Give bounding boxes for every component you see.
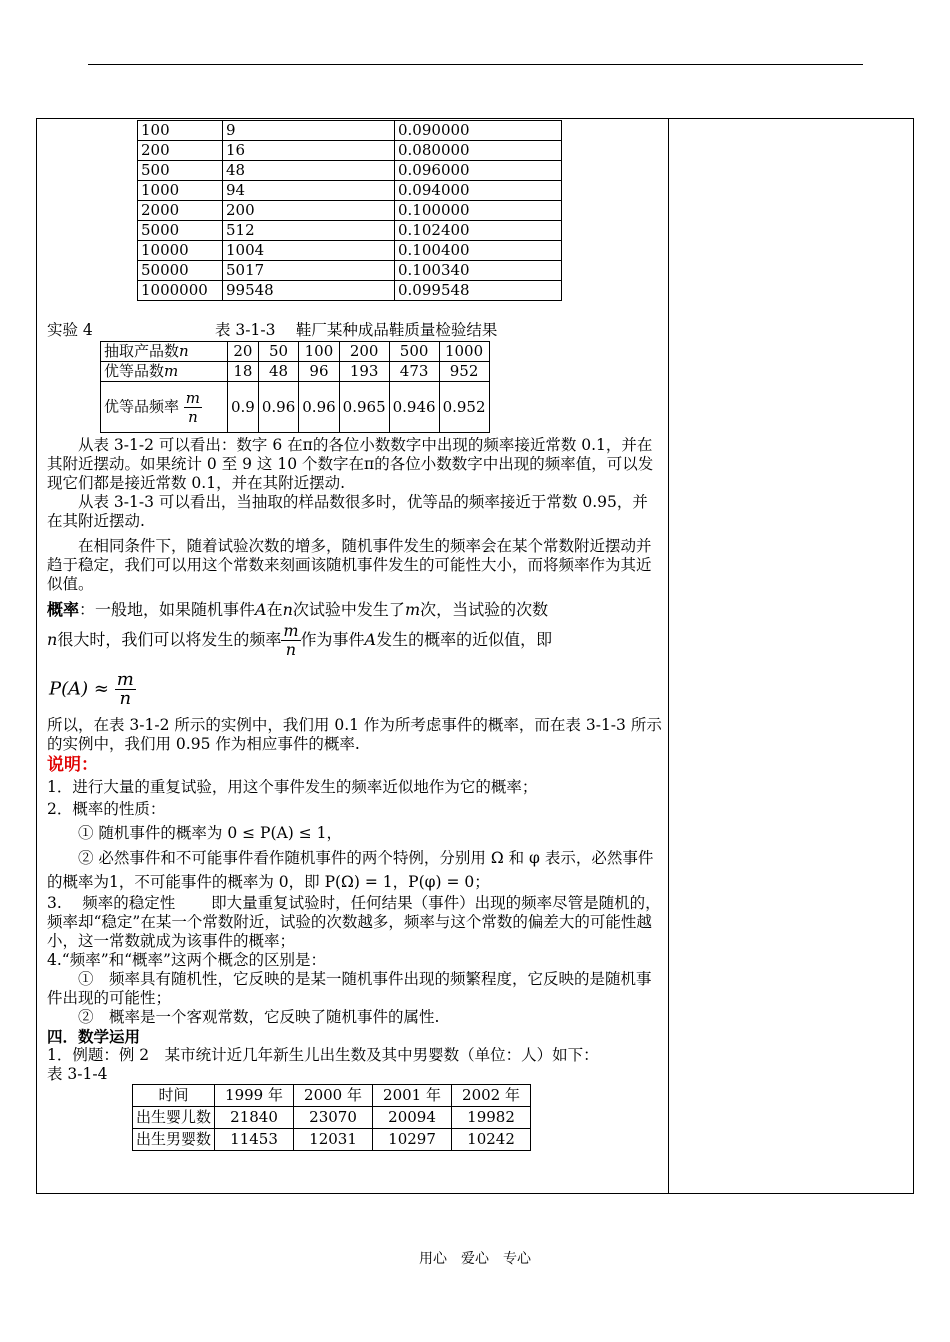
table-row xyxy=(138,261,562,281)
table-cell: 20094 xyxy=(373,1107,452,1129)
table-row xyxy=(138,181,562,201)
trials-symbol: n xyxy=(47,630,58,649)
note-item-4a: ① 频率具有随机性，它反映的是某一随机事件出现的频繁程度，它反映的是随机事件出现的可能性； xyxy=(47,970,652,1007)
note-item-4b: ② 概率是一个客观常数，它反映了随机事件的属性. xyxy=(78,1008,440,1026)
table-cell: 出生男婴数 xyxy=(133,1129,215,1151)
table-row xyxy=(138,221,562,241)
fraction-m-over-n: $\frac{m}{n}$ xyxy=(283,621,299,659)
table-cell: 512 xyxy=(223,221,395,241)
table-cell: 99548 xyxy=(223,281,395,301)
experiment-4-line xyxy=(47,321,662,341)
table-cell: 0.094000 xyxy=(395,181,562,201)
table-cell: 94 xyxy=(223,181,395,201)
table-cell: 10000 xyxy=(138,241,223,261)
formula-lhs: P(A) ≈ xyxy=(49,678,109,700)
definition-text: ：一般地，如果随机事件 xyxy=(79,600,256,619)
table-header-cell: 2001 年 xyxy=(373,1085,452,1107)
experiment-4-label: 实验 4 xyxy=(47,321,93,339)
event-symbol: A xyxy=(364,630,377,649)
table-cell: 5017 xyxy=(223,261,395,281)
table-cell: 10242 xyxy=(452,1129,531,1151)
table-cell: 0.102400 xyxy=(395,221,562,241)
trials-symbol: n xyxy=(282,600,293,619)
frame-column-divider xyxy=(668,118,669,1194)
row-label-good-frequency: 优等品频率 $\frac{m}{n}$ xyxy=(101,382,228,433)
table-cell: 0.099548 xyxy=(395,281,562,301)
table-cell: 0.090000 xyxy=(395,121,562,141)
table-3-1-2 xyxy=(137,120,562,301)
paragraph-frequency-stability: 在相同条件下，随着试验次数的增多，随机事件发生的频率会在某个常数附近摆动并趋于稳定，我们可以用这个常数来刻画该随机事件发生的可能性大小，而将频率作为其近似值。 xyxy=(47,537,652,593)
count-symbol: m xyxy=(404,600,421,619)
probability-formula xyxy=(49,671,662,708)
table-cell: 23070 xyxy=(294,1107,373,1129)
table-cell: 0.946 xyxy=(389,382,439,433)
table-cell: 21840 xyxy=(215,1107,294,1129)
table-cell: 200 xyxy=(138,141,223,161)
table-cell: 0.100000 xyxy=(395,201,562,221)
example-2-line: 1．例题：例 2 某市统计近几年新生儿出生数及其中男婴数（单位：人）如下： xyxy=(47,1046,599,1064)
table-cell: 16 xyxy=(223,141,395,161)
table-row xyxy=(138,241,562,261)
table-cell: 0.965 xyxy=(339,382,389,433)
table-header-cell: 1999 年 xyxy=(215,1085,294,1107)
note-heading: 说明： xyxy=(47,755,98,775)
table-row xyxy=(138,161,562,181)
table-cell: 0.080000 xyxy=(395,141,562,161)
table-cell: 9 xyxy=(223,121,395,141)
table-3-1-4 xyxy=(132,1084,531,1151)
table-cell: 1000000 xyxy=(138,281,223,301)
table-header-cell: 时间 xyxy=(133,1085,215,1107)
table-cell: 193 xyxy=(339,362,389,382)
table-3-1-3-caption: 表 3-1-3 鞋厂某种成品鞋质量检验结果 xyxy=(215,321,498,339)
table-cell: 0.952 xyxy=(439,382,489,433)
table-3-1-4-label: 表 3-1-4 xyxy=(47,1065,108,1083)
definition-text: 次，当试验的次数 xyxy=(420,600,549,619)
table-cell: 473 xyxy=(389,362,439,382)
table-header-row xyxy=(133,1085,531,1107)
page-footer: 用心 爱心 专心 xyxy=(419,1251,531,1267)
probability-term: 概率 xyxy=(47,600,80,619)
table-cell: 0.96 xyxy=(299,382,339,433)
table-row xyxy=(101,362,490,382)
table-cell: 0.100340 xyxy=(395,261,562,281)
table-cell: 48 xyxy=(223,161,395,181)
table-cell: 2000 xyxy=(138,201,223,221)
table-row xyxy=(133,1107,531,1129)
row-label-sample-count: 抽取产品数n xyxy=(101,342,228,362)
table-cell: 0.96 xyxy=(258,382,298,433)
note-item-2a: ① 随机事件的概率为 0 ≤ P(A) ≤ 1， xyxy=(78,824,342,842)
table-cell: 10297 xyxy=(373,1129,452,1151)
table-cell: 48 xyxy=(258,362,298,382)
definition-text: 次试验中发生了 xyxy=(292,600,405,619)
table-cell: 11453 xyxy=(215,1129,294,1151)
table-cell: 1004 xyxy=(223,241,395,261)
note-item-3: 3. 频率的稳定性 即大量重复试验时，任何结果（事件）出现的频率尽管是随机的，频率却“稳定”在某一个常数附近，试验的次数越多，频率与这个常数的偏差大的可能性越小，这一常数就成为该事件的概率； xyxy=(47,894,661,950)
table-3-1-3 xyxy=(100,341,490,433)
table-cell: 出生婴儿数 xyxy=(133,1107,215,1129)
table-cell: 5000 xyxy=(138,221,223,241)
table-cell: 20 xyxy=(228,342,259,362)
table-cell: 100 xyxy=(138,121,223,141)
table-row xyxy=(101,382,490,433)
table-cell: 0.9 xyxy=(228,382,259,433)
table-cell: 96 xyxy=(299,362,339,382)
table-cell: 0.096000 xyxy=(395,161,562,181)
event-symbol: A xyxy=(255,600,267,619)
table-row xyxy=(138,121,562,141)
note-item-2: 2．概率的性质： xyxy=(47,800,166,818)
section-4-heading: 四．数学运用 xyxy=(47,1027,141,1046)
table-row xyxy=(138,281,562,301)
table-cell: 50000 xyxy=(138,261,223,281)
definition-text: 很大时，我们可以将发生的频率 xyxy=(57,630,282,649)
table-cell: 952 xyxy=(439,362,489,382)
probability-definition xyxy=(47,598,662,659)
paragraph-conclusion: 所以，在表 3-1-2 所示的实例中，我们用 0.1 作为所考虑事件的概率，而在表 3-1-3 所示的实例中，我们用 0.95 作为相应事件的概率. xyxy=(47,716,662,753)
table-cell: 12031 xyxy=(294,1129,373,1151)
table-header-cell: 2002 年 xyxy=(452,1085,531,1107)
note-item-4: 4.“频率”和“概率”这两个概念的区别是： xyxy=(47,951,326,969)
table-row xyxy=(133,1129,531,1151)
table-cell: 19982 xyxy=(452,1107,531,1129)
row-label-good-count: 优等品数m xyxy=(101,362,228,382)
table-cell: 1000 xyxy=(138,181,223,201)
header-rule xyxy=(88,64,863,65)
table-header-cell: 2000 年 xyxy=(294,1085,373,1107)
note-item-2b: ② 必然事件和不可能事件看作随机事件的两个特例，分别用 Ω 和 φ 表示，必然事件的概率为1，不可能事件的概率为 0，即 P(Ω) = 1，P(φ) = 0； xyxy=(47,849,654,891)
table-cell: 200 xyxy=(339,342,389,362)
definition-text: 在 xyxy=(266,600,283,619)
table-cell: 50 xyxy=(258,342,298,362)
table-row xyxy=(138,201,562,221)
table-cell: 1000 xyxy=(439,342,489,362)
definition-text: 发生的概率的近似值，即 xyxy=(376,630,553,649)
table-cell: 18 xyxy=(228,362,259,382)
table-cell: 500 xyxy=(138,161,223,181)
definition-text: 作为事件 xyxy=(300,630,365,649)
fraction-m-over-n: $\frac{m}{n}$ xyxy=(116,669,134,709)
paragraph-shoe-quality: 从表 3-1-3 可以看出，当抽取的样品数很多时，优等品的频率接近于常数 0.95，并在其附近摆动. xyxy=(47,493,648,530)
fraction-m-over-n: $\frac{m}{n}$ xyxy=(185,388,201,426)
table-row xyxy=(138,141,562,161)
lesson-content xyxy=(47,120,662,1151)
paragraph-pi-digits: 从表 3-1-2 可以看出：数字 6 在π的各位小数数字中出现的频率接近常数 0.1，并在其附近摆动。如果统计 0 至 9 这 10 个数字在π的各位小数数字中出现的频率值，可以发现它们都是接近常数 0.1，并在其附近摆动. xyxy=(47,436,654,492)
table-cell: 0.100400 xyxy=(395,241,562,261)
table-cell: 100 xyxy=(299,342,339,362)
table-cell: 200 xyxy=(223,201,395,221)
table-row xyxy=(101,342,490,362)
table-cell: 500 xyxy=(389,342,439,362)
note-item-1: 1．进行大量的重复试验，用这个事件发生的频率近似地作为它的概率； xyxy=(47,778,538,796)
